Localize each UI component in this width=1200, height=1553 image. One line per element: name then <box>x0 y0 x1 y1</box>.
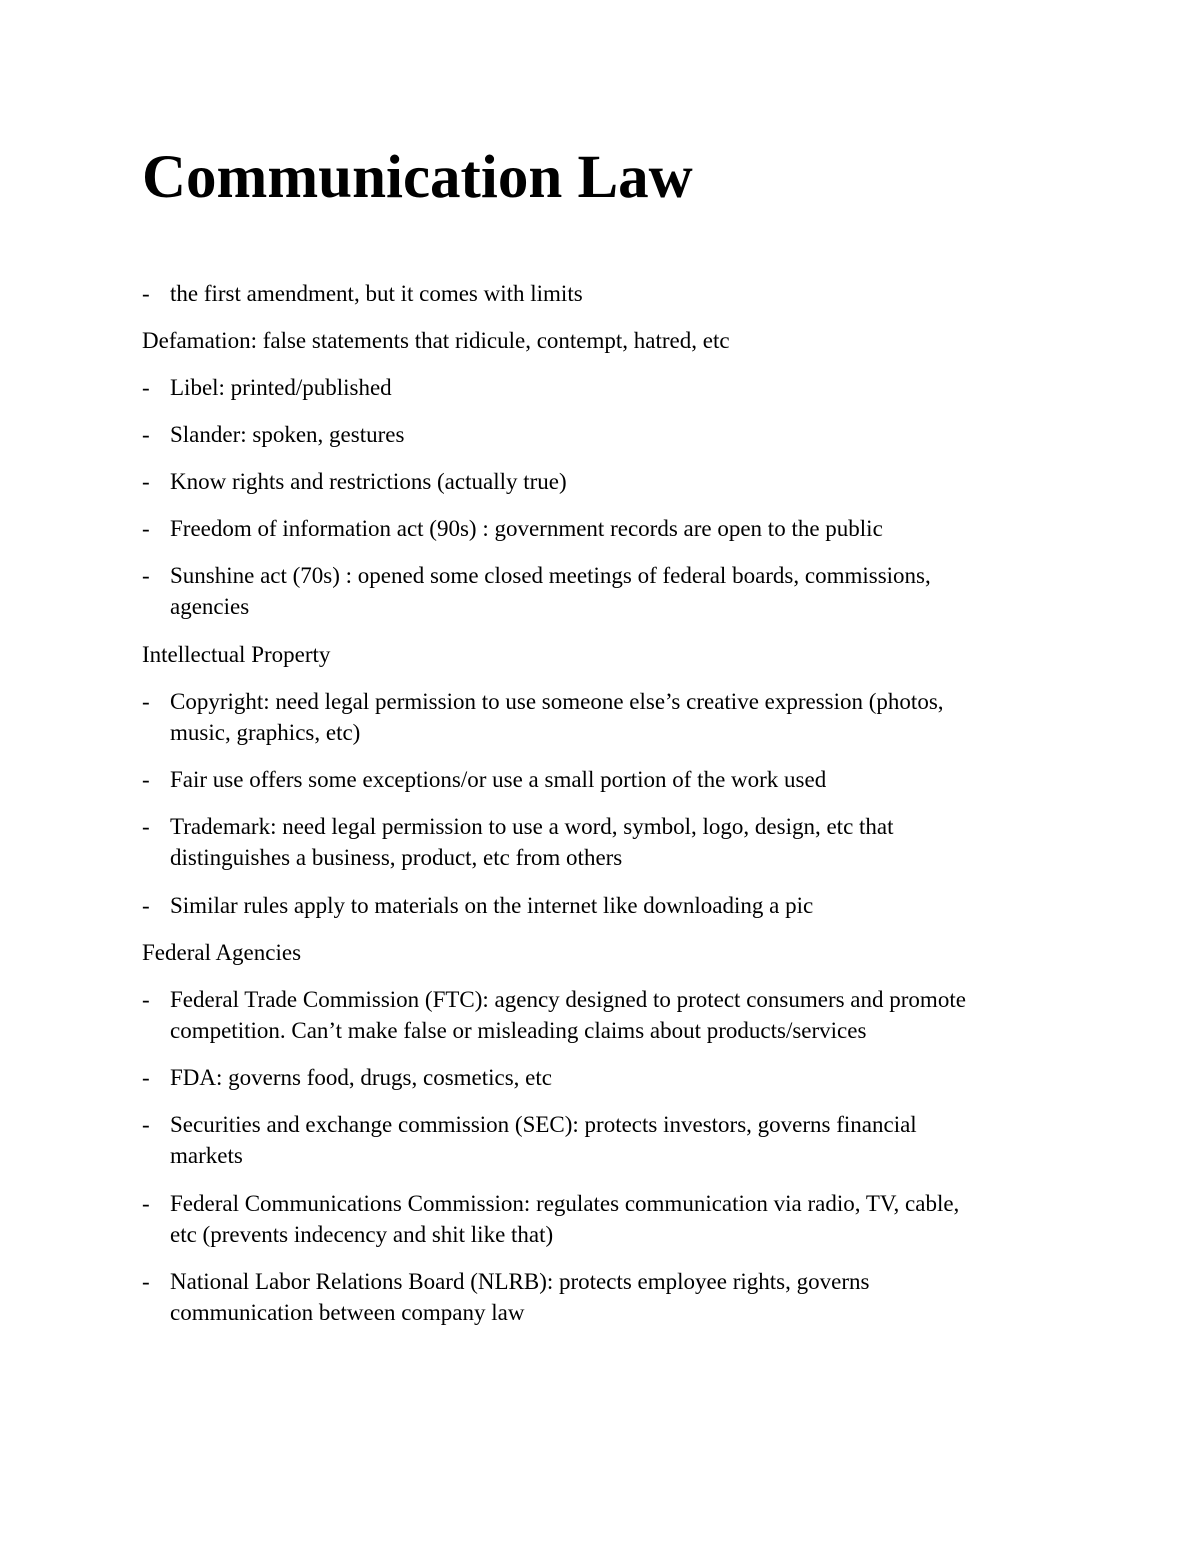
list-item <box>142 466 1062 497</box>
list-item-line: etc (prevents indecency and shit like that) <box>170 1222 554 1247</box>
bullet-dash: - <box>142 469 150 494</box>
list-item <box>142 560 1062 622</box>
list-item-line: competition. Can’t make false or misleading claims about products/services <box>170 1018 867 1043</box>
list-item <box>142 984 1062 1046</box>
list-item-line: Federal Trade Commission (FTC): agency designed to protect consumers and promote <box>170 987 966 1012</box>
list-item-line: Trademark: need legal permission to use a word, symbol, logo, design, etc that <box>170 814 894 839</box>
bullet-dash: - <box>142 1191 150 1216</box>
page-title: Communication Law <box>142 144 693 211</box>
bullet-dash: - <box>142 563 150 588</box>
bullet-dash: - <box>142 814 150 839</box>
list-item-line: distinguishes a business, product, etc from others <box>170 845 623 870</box>
list-item-line: Similar rules apply to materials on the internet like downloading a pic <box>170 893 814 918</box>
list-item-text <box>170 811 1062 873</box>
list-item-text <box>170 372 1062 403</box>
bullet-dash: - <box>142 893 150 918</box>
list-item-line: Freedom of information act (90s) : government records are open to the public <box>170 516 883 541</box>
list-item <box>142 513 1062 544</box>
list-item-line: Securities and exchange commission (SEC): protects investors, governs financial <box>170 1112 917 1137</box>
list-item-line: Know rights and restrictions (actually true) <box>170 469 567 494</box>
list-item-line: FDA: governs food, drugs, cosmetics, etc <box>170 1065 552 1090</box>
list-item-line: agencies <box>170 594 250 619</box>
list-item-line: Federal Communications Commission: regulates communication via radio, TV, cable, <box>170 1191 960 1216</box>
list-item-line: Slander: spoken, gestures <box>170 422 405 447</box>
list-item-line: music, graphics, etc) <box>170 720 361 745</box>
bullet-dash: - <box>142 422 150 447</box>
list-item <box>142 278 1062 309</box>
list-item-line: Libel: printed/published <box>170 375 392 400</box>
bullet-dash: - <box>142 1112 150 1137</box>
list-item-line: National Labor Relations Board (NLRB): protects employee rights, governs <box>170 1269 870 1294</box>
list-item-line: the first amendment, but it comes with limits <box>170 281 583 306</box>
list-item <box>142 811 1062 873</box>
bullet-dash: - <box>142 689 150 714</box>
list-item <box>142 1062 1062 1093</box>
list-item-text <box>170 560 1062 622</box>
bullet-dash: - <box>142 987 150 1012</box>
list-item-text <box>170 686 1062 748</box>
list-item <box>142 686 1062 748</box>
section-heading: Federal Agencies <box>142 940 302 965</box>
list-item-line: Fair use offers some exceptions/or use a small portion of the work used <box>170 767 827 792</box>
list-item-text <box>170 1109 1062 1171</box>
section-heading: Defamation: false statements that ridicule, contempt, hatred, etc <box>142 328 730 353</box>
list-item-text <box>170 1266 1062 1328</box>
list-item-line: communication between company law <box>170 1300 525 1325</box>
list-item-text <box>170 419 1062 450</box>
bullet-dash: - <box>142 767 150 792</box>
list-item-text <box>170 984 1062 1046</box>
bullet-dash: - <box>142 375 150 400</box>
bullet-dash: - <box>142 281 150 306</box>
list-item-text <box>170 1188 1062 1250</box>
list-item-text <box>170 1062 1062 1093</box>
list-item <box>142 1188 1062 1250</box>
list-item-text <box>170 278 1062 309</box>
list-item <box>142 890 1062 921</box>
list-item <box>142 1109 1062 1171</box>
list-item <box>142 419 1062 450</box>
list-item-text <box>170 513 1062 544</box>
list-item-text <box>170 466 1062 497</box>
bullet-dash: - <box>142 516 150 541</box>
list-item-text <box>170 890 1062 921</box>
section-heading: Intellectual Property <box>142 642 331 667</box>
list-item <box>142 764 1062 795</box>
list-item-line: Copyright: need legal permission to use someone else’s creative expression (photos, <box>170 689 944 714</box>
list-item-text <box>170 764 1062 795</box>
list-item <box>142 1266 1062 1328</box>
list-item <box>142 372 1062 403</box>
list-item-line: markets <box>170 1143 243 1168</box>
list-item-line: Sunshine act (70s) : opened some closed meetings of federal boards, commissions, <box>170 563 931 588</box>
bullet-dash: - <box>142 1269 150 1294</box>
bullet-dash: - <box>142 1065 150 1090</box>
